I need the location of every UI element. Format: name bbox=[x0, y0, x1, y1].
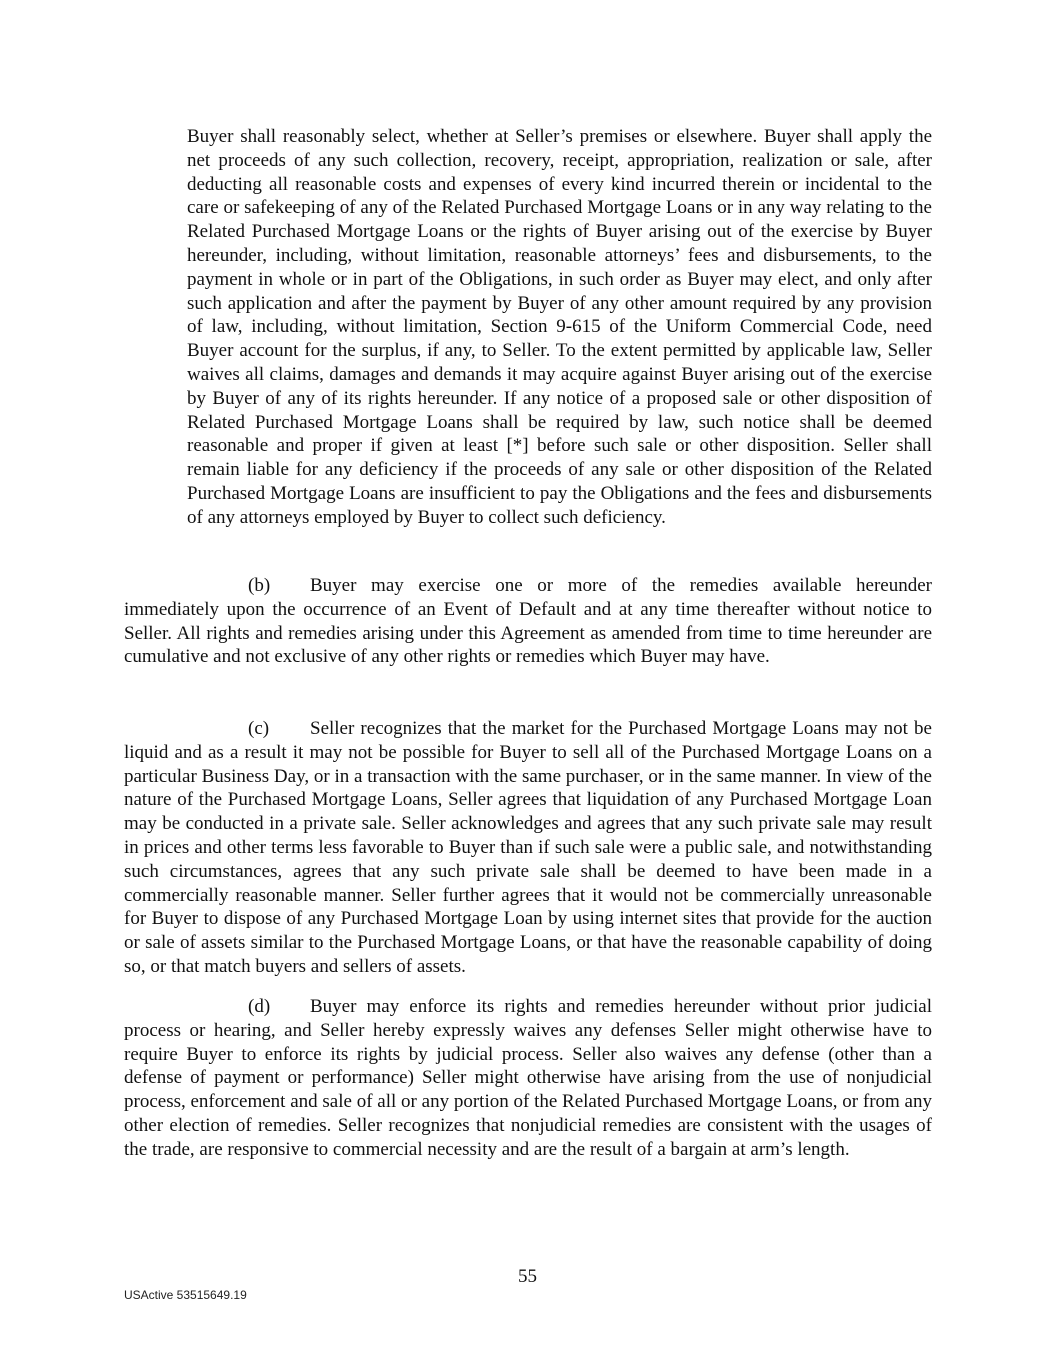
paragraph-text: Buyer may exercise one or more of the remedies available hereunder immediately upon the occurrence of an Event of Default and at any time thereafter without notice to Seller. All rights and remedies arising under this Agreement as amended from time to time hereunder are cumulative and not exclusive of any other rights or remedies which Buyer may have. bbox=[124, 575, 932, 668]
paragraph-label: (b) bbox=[248, 575, 271, 596]
document-id: USActive 53515649.19 bbox=[124, 1288, 247, 1302]
page-number: 55 bbox=[518, 1266, 537, 1287]
paragraph-label: (c) bbox=[248, 718, 270, 739]
paragraph-b bbox=[124, 574, 932, 669]
paragraph-text: Buyer may enforce its rights and remedies hereunder without prior judicial process or hearing, and Seller hereby expressly waives any defenses Seller might otherwise have to require Buyer to enforce its rights by judicial process. Seller also waives any defense (other than a defense of payment or performance) Seller might otherwise have arising from the use of nonjudicial process, enforcement and sale of all or any portion of the Related Purchased Mortgage Loans, or from any other election of remedies. Seller recognizes that nonjudicial remedies are consistent with the usages of the trade, are responsive to commercial necessity and are the result of a bargain at arm’s length. bbox=[124, 996, 932, 1160]
paragraph-c bbox=[124, 717, 932, 979]
paragraph-d bbox=[124, 995, 932, 1162]
paragraph-label: (d) bbox=[248, 996, 271, 1017]
paragraph-text: Seller recognizes that the market for the Purchased Mortgage Loans may not be liquid and as a result it may not be possible for Buyer to sell all of the Purchased Mortgage Loans on a particular Business Day, or in a transaction with the same purchaser, or in the same manner. In view of the nature of the Purchased Mortgage Loans, Seller agrees that liquidation of any Purchased Mortgage Loan may be conducted in a private sale. Seller acknowledges and agrees that any such private sale may result in prices and other terms less favorable to Buyer than if such sale were a public sale, and notwithstanding such circumstances, agrees that any such private sale shall be deemed to have been made in a commercially reasonable manner. Seller further agrees that it would not be commercially unreasonable for Buyer to dispose of any Purchased Mortgage Loan by using internet sites that provide for the auction or sale of assets similar to the Purchased Mortgage Loans, or that have the reasonable capability of doing so, or that match buyers and sellers of assets. bbox=[124, 718, 932, 977]
paragraph-continuation: Buyer shall reasonably select, whether at Seller’s premises or elsewhere. Buyer shall apply the net proceeds of any such collection, recovery, receipt, appropriation, realization or sale, after deducting all reasonable costs and expenses of every kind incurred therein or incidental to the care or safekeeping of any of the Related Purchased Mortgage Loans or in any way relating to the Related Purchased Mortgage Loans or the rights of Buyer arising out of the exercise by Buyer hereunder, including, without limitation, reasonable attorneys’ fees and disbursements, to the payment in whole or in part of the Obligations, in such order as Buyer may elect, and only after such application and after the payment by Buyer of any other amount required by any provision of law, including, without limitation, Section 9-615 of the Uniform Commercial Code, need Buyer account for the surplus, if any, to Seller. To the extent permitted by applicable law, Seller waives all claims, damages and demands it may acquire against Buyer arising out of the exercise by Buyer of any of its rights hereunder. If any notice of a proposed sale or other disposition of Related Purchased Mortgage Loans shall be required by law, such notice shall be deemed reasonable and proper if given at least [*] before such sale or other disposition. Seller shall remain liable for any deficiency if the proceeds of any sale or other disposition of the Related Purchased Mortgage Loans are insufficient to pay the Obligations and the fees and disbursements of any attorneys employed by Buyer to collect such deficiency. bbox=[187, 126, 932, 528]
